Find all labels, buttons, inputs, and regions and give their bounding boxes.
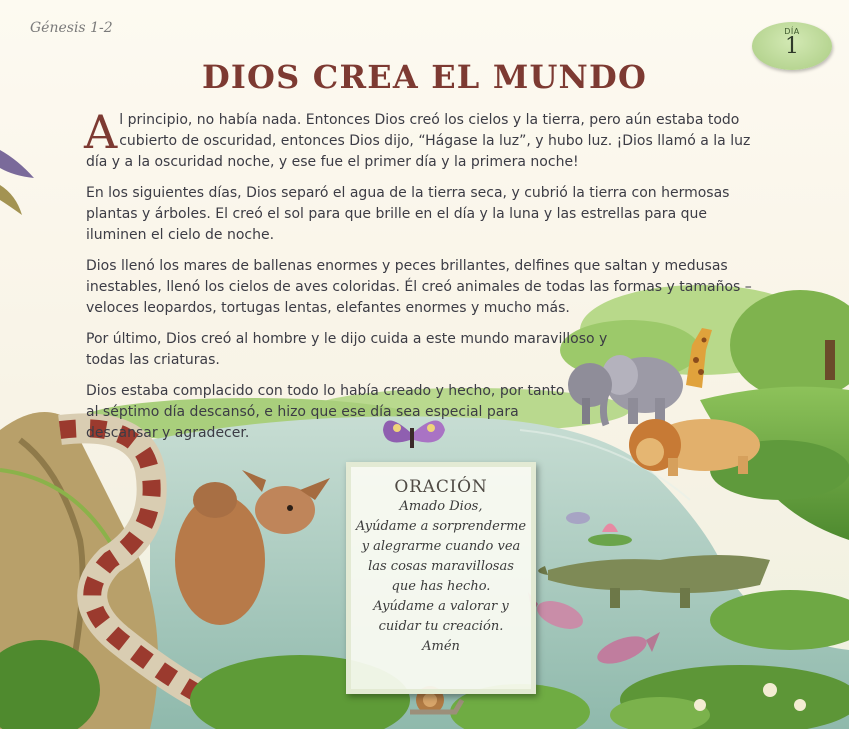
- paragraph-4: Por último, Dios creó al hombre y le dijo cuida a este mundo maravilloso y todas las criaturas.: [86, 331, 608, 368]
- story-title: DIOS CREA EL MUNDO: [201, 58, 648, 96]
- day-number: 1: [785, 34, 799, 59]
- prayer-line: Amén: [422, 639, 460, 654]
- drop-cap: A: [84, 105, 118, 159]
- prayer-line: y alegrarme cuando vea: [361, 539, 521, 554]
- prayer-line: Ayúdame a sorprenderme: [355, 519, 527, 534]
- prayer-line: que has hecho.: [391, 579, 491, 594]
- paragraph-3: Dios llenó los mares de ballenas enormes y peces brillantes, delfines que saltan y medusas inestables, llenó los cielos de aves coloridas. Él creó animales de todas las formas y tamaños – veloces leopardos, tortugas lentas, elefantes enormes y mucho más.: [86, 258, 752, 316]
- left-edge-leaves: [0, 150, 34, 215]
- prayer-box: [346, 462, 536, 694]
- paragraph-2: En los siguientes días, Dios separó el agua de la tierra seca, y cubrió la tierra con hermosas plantas y árboles. El creó el sol para que brille en el día y la luna y las estrellas para que iluminen el cielo de noche.: [86, 185, 730, 243]
- story-body: [84, 105, 771, 454]
- scripture-reference: Génesis 1-2: [30, 20, 113, 36]
- prayer-line: las cosas maravillosas: [368, 559, 514, 574]
- prayer-line: cuidar tu creación.: [378, 619, 504, 634]
- paragraph-1-text: l principio, no había nada. Entonces Dios creó los cielos y la tierra, pero aún estaba todo cubierto de oscuridad, entonces Dios dijo, “Hágase la luz”, y hubo luz. ¡Dios llamó a la luz día y a la oscuridad noche, y ese fue el primer día y la primera noche!: [86, 112, 751, 170]
- paragraph-5: Dios estaba complacido con todo lo había creado y hecho, por tanto al séptimo día descansó, e hizo que ese día sea especial para descansar y agradecer.: [86, 383, 565, 441]
- prayer-title: ORACIÓN: [394, 477, 488, 497]
- prayer-line: Ayúdame a valorar y: [373, 599, 509, 614]
- prayer-line: Amado Dios,: [399, 499, 483, 514]
- paragraph-1: [84, 105, 771, 173]
- day-label: DÍA: [784, 27, 800, 36]
